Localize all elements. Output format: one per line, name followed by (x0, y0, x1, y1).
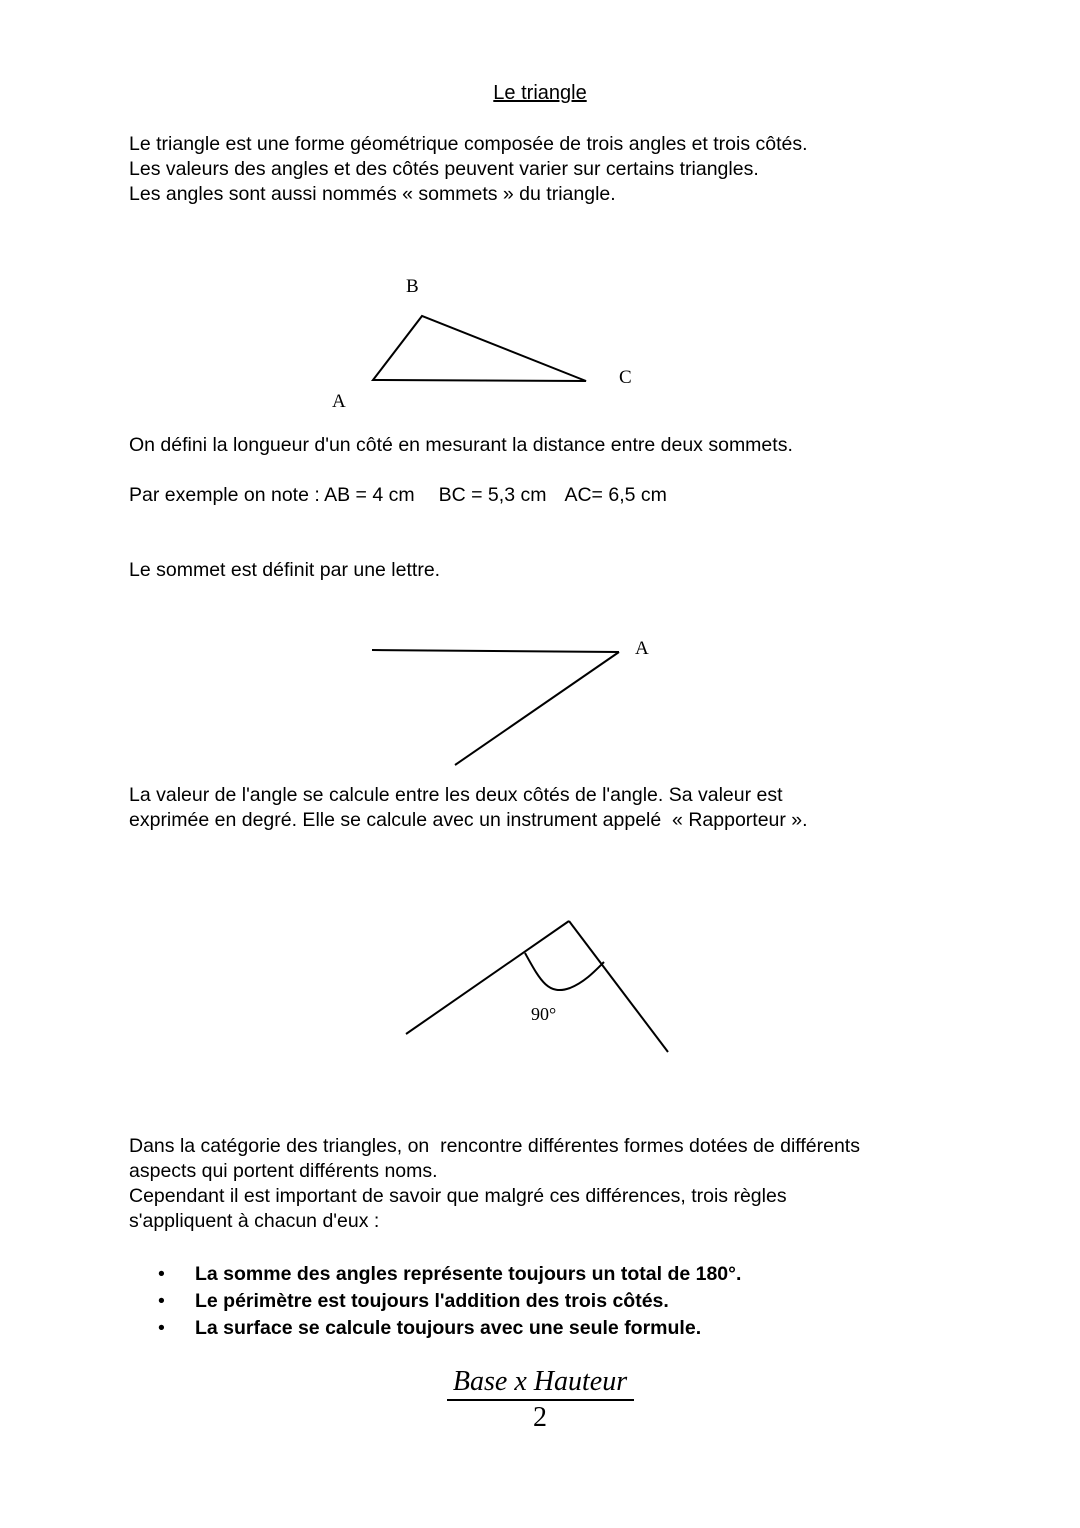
triangle-abc (373, 316, 586, 381)
right-angle-label: 90° (531, 1004, 557, 1024)
area-formula (440, 1366, 640, 1435)
angle-text-line-2: exprimée en degré. Elle se calcule avec un instrument appelé « Rapporteur ». (129, 809, 808, 831)
intro-line-2: Les valeurs des angles et des côtés peuvent varier sur certains triangles. (129, 158, 759, 180)
categories-line-3: Cependant il est important de savoir que malgré ces différences, trois règles (129, 1185, 787, 1207)
intro-line-1: Le triangle est une forme géométrique composée de trois angles et trois côtés. (129, 133, 808, 155)
categories-line-1: Dans la catégorie des triangles, on rencontre différentes formes dotées de différents (129, 1135, 860, 1157)
vertex-definition: Le sommet est définit par une lettre. (129, 559, 441, 581)
rules-list (129, 1261, 741, 1342)
rule-angle-sum: • La somme des angles représente toujours un total de 180°. (129, 1261, 741, 1288)
example-ab: AB = 4 cm (324, 484, 415, 506)
angle-side-diagonal (455, 652, 619, 765)
formula-numerator: Base x Hauteur (452, 1366, 628, 1397)
right-angle-side-right (569, 921, 668, 1052)
example-line (129, 483, 667, 508)
categories-line-2: aspects qui portent différents noms. (129, 1160, 438, 1182)
formula-denominator: 2 (533, 1402, 547, 1433)
length-definition: On défini la longueur d'un côté en mesurant la distance entre deux sommets. (129, 434, 793, 456)
example-bc: BC = 5,3 cm (438, 484, 547, 506)
angle-side-horizontal (372, 650, 619, 652)
page-title: Le triangle (493, 82, 587, 104)
rule-surface: • La surface se calcule toujours avec une seule formule. (129, 1315, 741, 1342)
example-ac: AC= 6,5 cm (564, 484, 667, 506)
right-angle-arc (525, 953, 604, 990)
angle-text-line-1: La valeur de l'angle se calcule entre les deux côtés de l'angle. Sa valeur est (129, 784, 783, 806)
angle-vertex-label-a: A (635, 638, 649, 659)
vertex-label-b: B (406, 276, 419, 297)
intro-line-3: Les angles sont aussi nommés « sommets » du triangle. (129, 183, 616, 205)
vertex-label-c: C (619, 367, 632, 388)
example-prefix: Par exemple on note : (129, 484, 325, 506)
vertex-label-a: A (332, 391, 346, 412)
categories-line-4: s'appliquent à chacun d'eux : (129, 1210, 380, 1232)
rule-perimeter: • Le périmètre est toujours l'addition des trois côtés. (129, 1288, 741, 1315)
